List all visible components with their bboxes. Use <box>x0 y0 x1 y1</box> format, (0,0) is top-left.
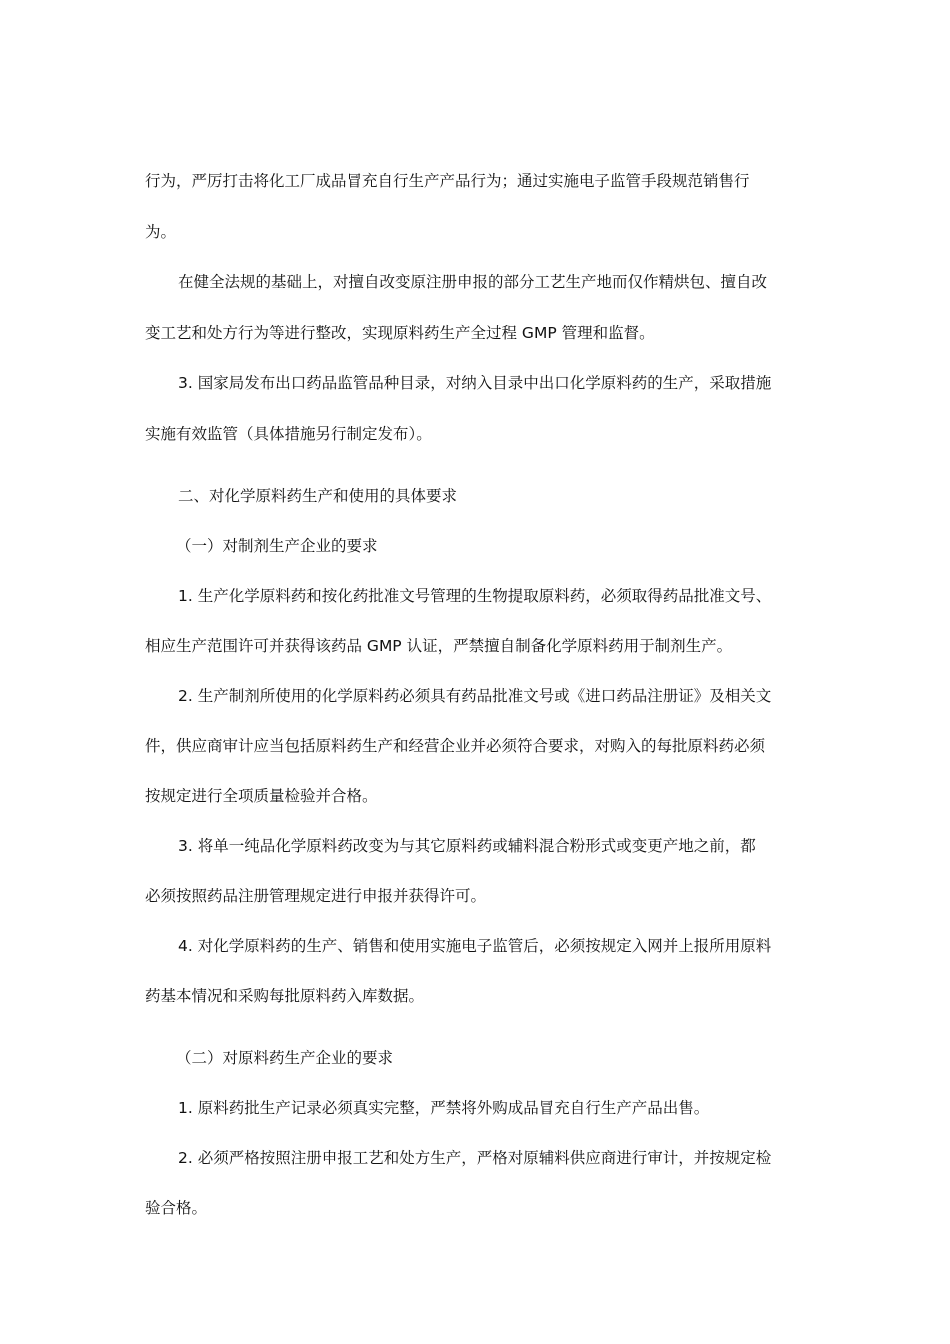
paragraph-line: 按规定进行全项质量检验并合格。 <box>145 787 378 805</box>
section-heading: 二、对化学原料药生产和使用的具体要求 <box>178 487 458 505</box>
paragraph-line: 变工艺和处方行为等进行整改，实现原料药生产全过程 GMP 管理和监督。 <box>145 324 655 342</box>
paragraph-line: 行为，严厉打击将化工厂成品冒充自行生产产品行为；通过实施电子监管手段规范销售行 <box>145 172 750 190</box>
paragraph-line: 药基本情况和采购每批原料药入库数据。 <box>145 987 425 1005</box>
paragraph-line: 为。 <box>145 223 177 241</box>
paragraph-line: 1. 原料药批生产记录必须真实完整，严禁将外购成品冒充自行生产产品出售。 <box>178 1099 710 1117</box>
paragraph-line: 件，供应商审计应当包括原料药生产和经营企业并必须符合要求，对购入的每批原料药必须 <box>145 737 766 755</box>
paragraph-line: 必须按照药品注册管理规定进行申报并获得许可。 <box>145 887 487 905</box>
paragraph-line: 1. 生产化学原料药和按化药批准文号管理的生物提取原料药，必须取得药品批准文号、 <box>178 587 772 605</box>
paragraph-line: 3. 将单一纯品化学原料药改变为与其它原料药或辅料混合粉形式或变更产地之前，都 <box>178 837 756 855</box>
subsection-heading: （一）对制剂生产企业的要求 <box>176 537 378 555</box>
paragraph-line: 2. 必须严格按照注册申报工艺和处方生产，严格对原辅料供应商进行审计，并按规定检 <box>178 1149 772 1167</box>
paragraph-line: 2. 生产制剂所使用的化学原料药必须具有药品批准文号或《进口药品注册证》及相关文 <box>178 687 772 705</box>
paragraph-line: 4. 对化学原料药的生产、销售和使用实施电子监管后，必须按规定入网并上报所用原料 <box>178 937 772 955</box>
paragraph-line: 相应生产范围许可并获得该药品 GMP 认证，严禁擅自制备化学原料药用于制剂生产。 <box>145 637 733 655</box>
paragraph-line: 验合格。 <box>145 1199 208 1217</box>
paragraph-line: 实施有效监管（具体措施另行制定发布）。 <box>145 425 432 443</box>
paragraph-line: 3. 国家局发布出口药品监管品种目录，对纳入目录中出口化学原料药的生产，采取措施 <box>178 374 772 392</box>
paragraph-line: 在健全法规的基础上，对擅自改变原注册申报的部分工艺生产地而仅作精烘包、擅自改 <box>178 273 768 291</box>
subsection-heading: （二）对原料药生产企业的要求 <box>176 1049 394 1067</box>
